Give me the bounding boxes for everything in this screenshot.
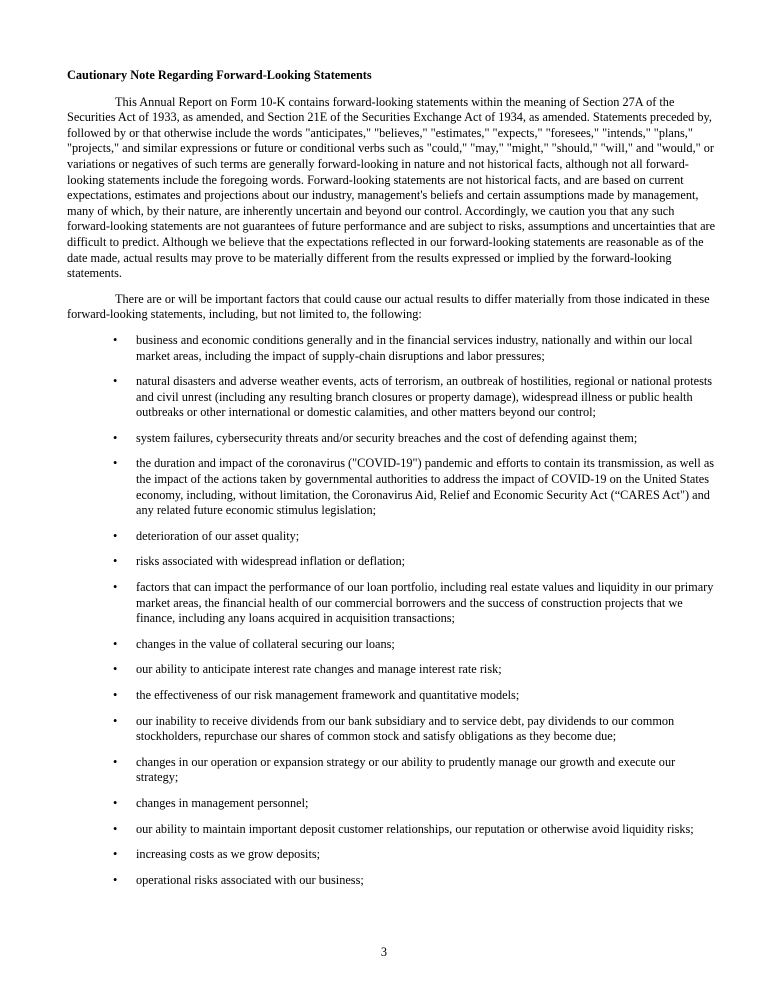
- risk-factor-list: [67, 333, 719, 888]
- list-item-text: our ability to maintain important deposit customer relationships, our reputation or otherwise avoid liquidity risks;: [136, 821, 694, 836]
- bullet-icon: •: [113, 688, 118, 702]
- list-item-text: system failures, cybersecurity threats and/or security breaches and the cost of defending against them;: [136, 430, 638, 445]
- list-item-text: natural disasters and adverse weather events, acts of terrorism, an outbreak of hostilities, regional or national protests and civil unrest (including any resulting branch closures or property damage), widespread illness or public health outbreaks or other international or domestic calamities, and other matters beyond our control;: [136, 374, 713, 420]
- list-item: [67, 431, 719, 447]
- list-item-text: operational risks associated with our business;: [136, 872, 364, 887]
- list-item-text: changes in management personnel;: [136, 795, 309, 810]
- bullet-icon: •: [113, 430, 118, 445]
- bullet-icon: •: [113, 713, 118, 728]
- list-item-text: risks associated with widespread inflation or deflation;: [136, 554, 406, 569]
- list-item: [67, 796, 719, 812]
- list-item: [67, 333, 719, 364]
- bullet-icon: •: [113, 554, 118, 569]
- bullet-icon: •: [113, 821, 118, 836]
- bullet-icon: •: [113, 580, 118, 595]
- list-item: [67, 374, 719, 421]
- bullet-icon: •: [113, 528, 118, 543]
- list-item-text: the duration and impact of the coronavirus ("COVID-19") pandemic and efforts to contain its transmission, as well as the impact of the actions taken by governmental authorities to address the impact of COVID-19 on the United States economy, including, without limitation, the Coronavirus Aid, Relief and Economic Security Act (“CARES Act") and any related future economic stimulus legislation;: [136, 456, 715, 518]
- list-item-text: business and economic conditions generally and in the financial services industry, nationally and within our local market areas, including the impact of supply-chain disruptions and labor pressures;: [136, 332, 693, 363]
- bullet-icon: •: [113, 374, 118, 389]
- intro-paragraph: This Annual Report on Form 10-K contains forward-looking statements within the meaning of Section 27A of the Securities Act of 1933, as amended, and Section 21E of the Securities Exchange Act of 1934, as amended. Statements preceded by, followed by or that otherwise include the words "anticipates," "believes," "estimates," "expects," "foresees," "intends," "plans," "projects," and similar expressions or future or conditional verbs such as "could," "may," "might," "should," "will," and "would," or variations or negatives of such terms are generally forward-looking in nature and not historical facts, although not all forward-looking statements include the foregoing words. Forward-looking statements are not historical facts, and are based on current expectations, estimates and projections about our industry, management's beliefs and certain assumptions made by management, many of which, by their nature, are inherently uncertain and beyond our control. Accordingly, we caution you that any such forward-looking statements are not guarantees of future performance and are subject to risks, assumptions and uncertainties that are difficult to predict. Although we believe that the expectations reflected in our forward-looking statements are reasonable as of the date made, actual results may prove to be materially different from the results expressed or implied by the forward-looking statements.: [67, 94, 716, 281]
- page-number: 3: [380, 945, 388, 959]
- bullet-icon: •: [113, 332, 118, 347]
- bullet-icon: •: [113, 847, 118, 862]
- list-item: [67, 822, 719, 838]
- bullet-icon: •: [113, 795, 118, 810]
- list-item-text: changes in our operation or expansion strategy or our ability to prudently manage our growth and execute our strategy;: [136, 754, 676, 785]
- list-item: [67, 554, 719, 570]
- bullet-icon: •: [113, 872, 118, 887]
- list-item: [67, 529, 719, 545]
- list-item-text: our inability to receive dividends from our bank subsidiary and to service debt, pay dividends to our common stockholders, repurchase our shares of common stock and satisfy obligations as they become due;: [136, 713, 675, 744]
- factors-paragraph: There are or will be important factors that could cause our actual results to differ materially from those indicated in these forward-looking statements, including, but not limited to, the following:: [67, 291, 710, 322]
- list-item-text: our ability to anticipate interest rate changes and manage interest rate risk;: [136, 662, 502, 677]
- list-item-text: changes in the value of collateral securing our loans;: [136, 636, 395, 651]
- bullet-icon: •: [113, 636, 118, 651]
- list-item-text: increasing costs as we grow deposits;: [136, 847, 321, 862]
- bullet-icon: •: [113, 754, 118, 769]
- list-item: [67, 456, 719, 518]
- bullet-icon: •: [113, 456, 118, 471]
- list-item: [67, 714, 719, 745]
- list-item-text: the effectiveness of our risk management framework and quantitative models;: [136, 688, 520, 702]
- list-item: [67, 580, 719, 627]
- list-item: [67, 662, 719, 678]
- list-item: [67, 688, 719, 704]
- list-item-text: factors that can impact the performance of our loan portfolio, including real estate values and liquidity in our primary market areas, the financial health of our commercial borrowers and the success of construction projects that we finance, including any loans acquired in acquisition transactions;: [136, 580, 714, 626]
- bullet-icon: •: [113, 662, 118, 677]
- list-item: [67, 847, 719, 863]
- list-item-text: deterioration of our asset quality;: [136, 528, 300, 543]
- list-item: [67, 637, 719, 653]
- document-page: [67, 68, 719, 898]
- section-heading: Cautionary Note Regarding Forward-Looking Statements: [67, 68, 372, 82]
- list-item: [67, 755, 719, 786]
- list-item: [67, 873, 719, 889]
